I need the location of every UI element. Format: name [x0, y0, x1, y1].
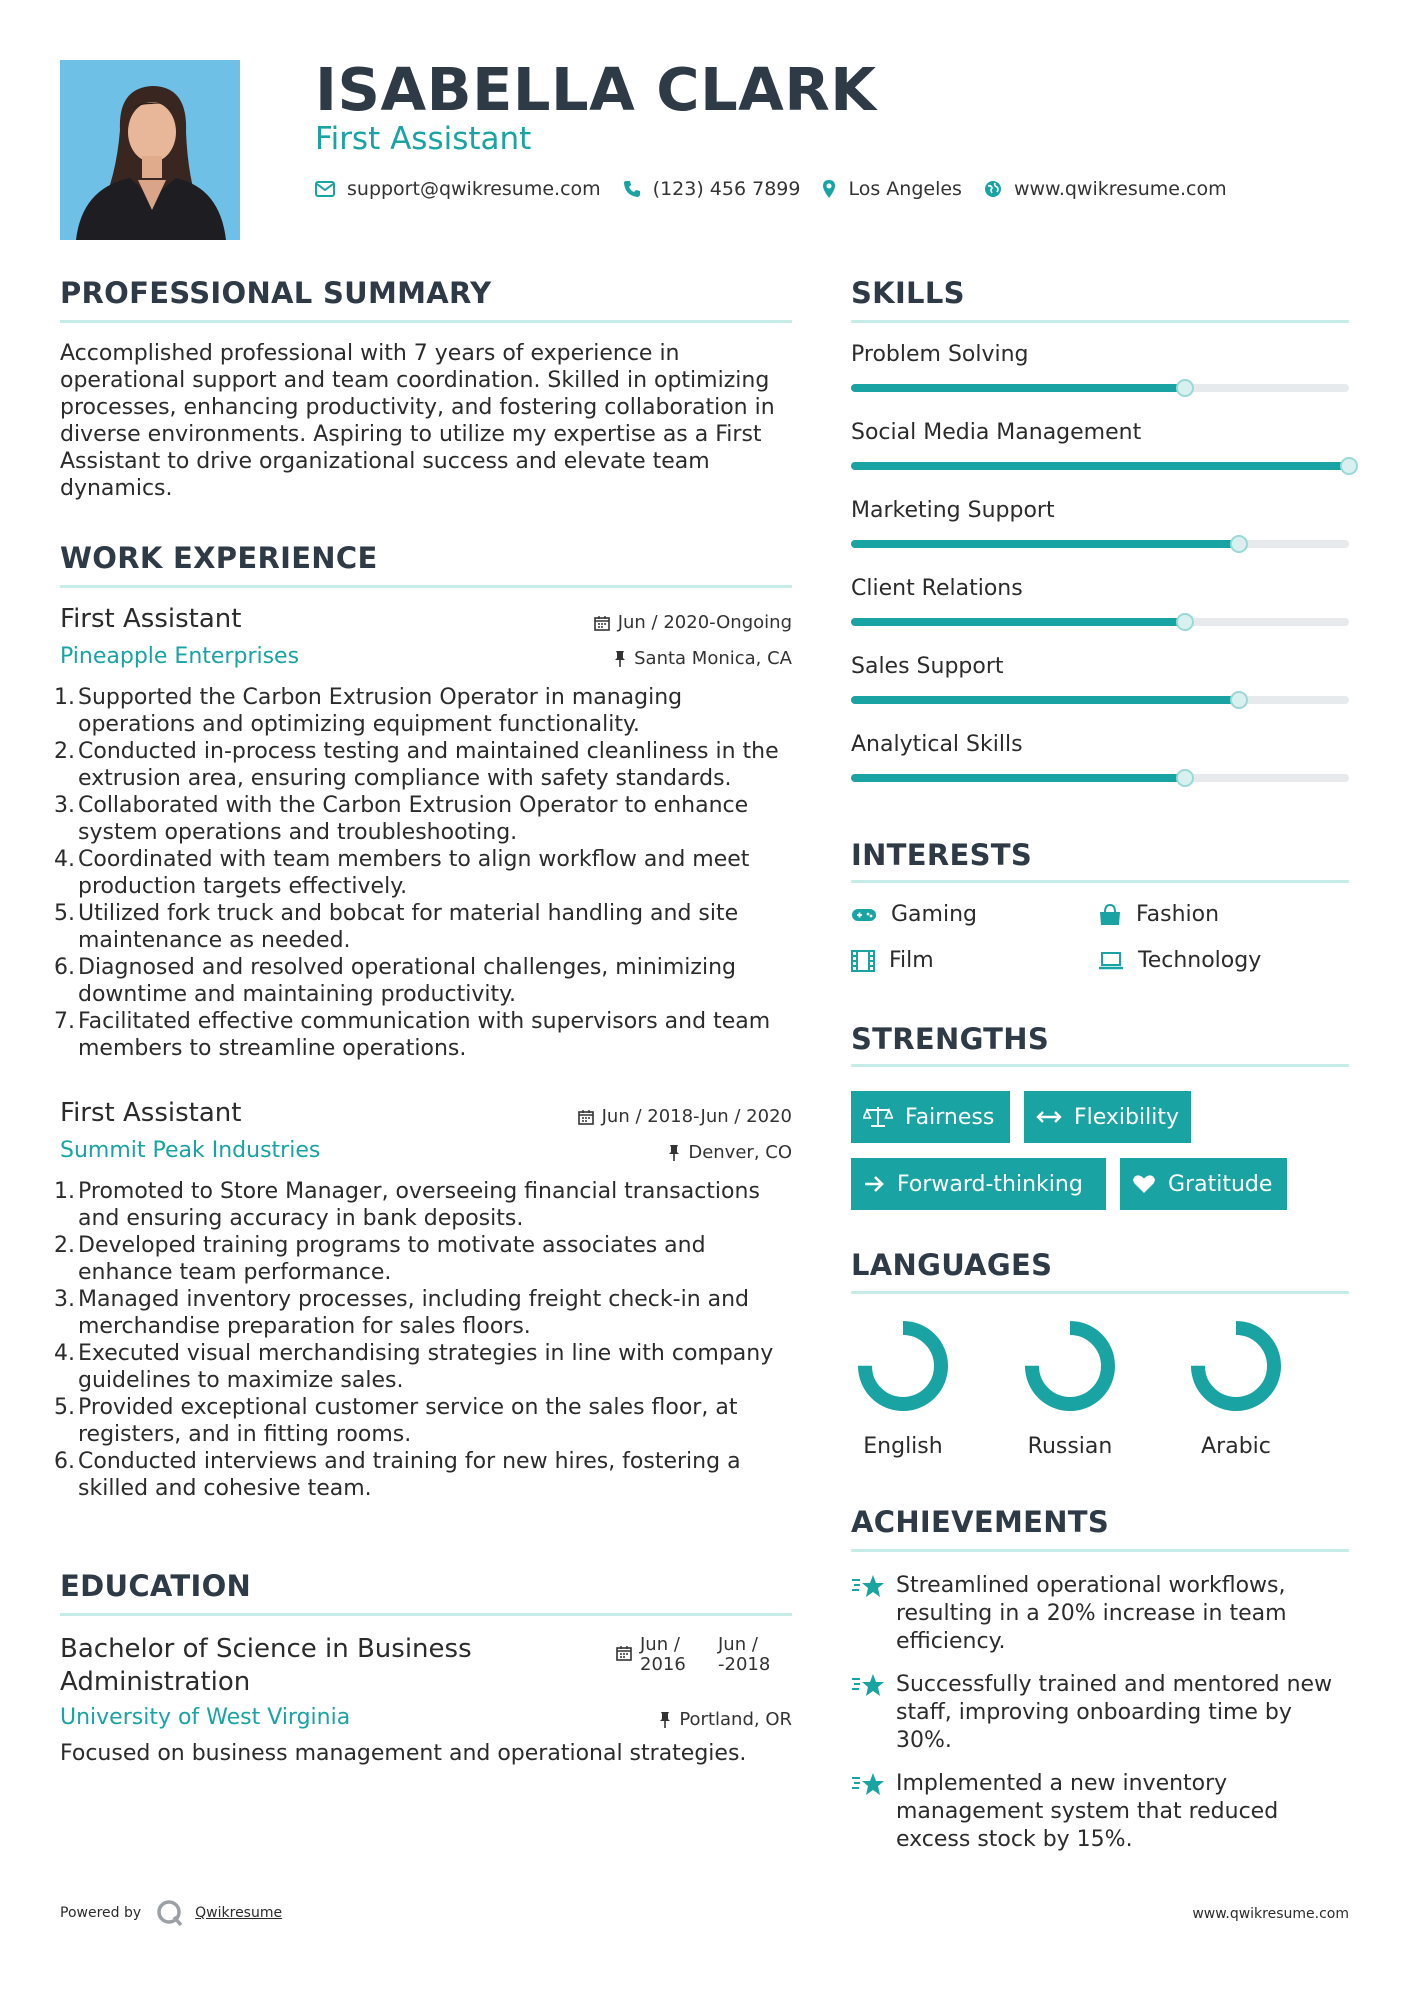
interest-label: Gaming — [891, 902, 977, 927]
email-text: support@qwikresume.com — [347, 178, 601, 200]
skills-heading: SKILLS — [851, 276, 965, 310]
envelope-icon — [315, 181, 335, 197]
experience-rule — [60, 585, 792, 588]
interest-technology — [1098, 948, 1261, 973]
skills-rule — [851, 320, 1349, 323]
skill-bar — [851, 462, 1349, 470]
interests-rule — [851, 880, 1349, 883]
list-item: 6. Conducted interviews and training for new hires, fostering a skilled and cohesive team. — [54, 1449, 741, 1501]
language-name: Russian — [1027, 1434, 1113, 1459]
location-text: Los Angeles — [848, 178, 962, 200]
list-item: 3. Managed inventory processes, including freight check-in and merchandise preparation for sales floors. — [54, 1287, 750, 1339]
shopping-bag-icon — [1098, 904, 1122, 926]
pin-icon — [659, 1711, 671, 1729]
strength-chip — [1024, 1091, 1191, 1143]
education-entry — [60, 1633, 792, 1783]
list-item: 4. Coordinated with team members to align workflow and meet production targets effectively. — [54, 847, 750, 899]
job-location-text: Santa Monica, CA — [634, 648, 792, 669]
language-item — [838, 1320, 968, 1459]
skill-fill — [851, 774, 1185, 782]
contact-bar — [315, 178, 1249, 200]
footer-website[interactable]: www.qwikresume.com — [1192, 1906, 1349, 1922]
skill-knob — [1340, 457, 1358, 475]
strength-chip — [851, 1158, 1106, 1210]
map-marker-icon — [822, 179, 836, 199]
website-text: www.qwikresume.com — [1013, 178, 1227, 200]
languages-rule — [851, 1291, 1349, 1294]
film-icon — [851, 950, 875, 972]
skill-item — [851, 654, 1349, 679]
education-heading: EDUCATION — [60, 1569, 252, 1603]
skill-item — [851, 576, 1349, 601]
education-start: Jun / 2016 — [640, 1634, 686, 1675]
interest-film — [851, 948, 934, 973]
qwikresume-link[interactable]: Qwikresume — [195, 1905, 283, 1921]
language-ring — [1024, 1320, 1116, 1412]
language-item — [1005, 1320, 1135, 1459]
strength-chip — [851, 1091, 1010, 1143]
list-item: 5. Provided exceptional customer service on the sales floor, at registers, and in fitting rooms. — [54, 1395, 738, 1447]
education-rule — [60, 1613, 792, 1616]
skill-item — [851, 342, 1349, 367]
job-role: First Assistant — [60, 604, 242, 634]
education-end: Jun / -2018 — [718, 1634, 771, 1675]
interest-label: Fashion — [1136, 902, 1220, 927]
skill-fill — [851, 618, 1185, 626]
education-description: Focused on business management and operational strategies. — [60, 1741, 747, 1766]
qwikresume-logo-icon — [155, 1898, 185, 1928]
list-item: 4. Executed visual merchandising strategies in line with company guidelines to maximize sales. — [54, 1341, 774, 1393]
education-location: Portland, OR — [659, 1709, 792, 1730]
achievement-item — [851, 1671, 1349, 1755]
degree-title: Bachelor of Science in Business Administration — [60, 1634, 472, 1697]
skill-name: Problem Solving — [851, 342, 1029, 367]
skill-bar — [851, 384, 1349, 392]
summary-text: Accomplished professional with 7 years of experience in operational support and team coordination. Skilled in optimizing processes, enhancing productivity, and fostering collaboration in diverse environments. Aspiring to utilize my expertise as a First Assistant to drive organizational success and elevate team dynamics. — [60, 341, 775, 501]
achievement-text: Implemented a new inventory management system that reduced excess stock by 15%. — [896, 1771, 1279, 1852]
achievement-text: Streamlined operational workflows, resulting in a 20% increase in team efficiency. — [896, 1573, 1287, 1654]
star-achievement-icon — [851, 1673, 885, 1699]
job-dates-text: Jun / 2018-Jun / 2020 — [601, 1106, 792, 1127]
summary-rule — [60, 320, 792, 323]
skill-item — [851, 732, 1349, 757]
list-item: 3. Collaborated with the Carbon Extrusion Operator to enhance system operations and troubleshooting. — [54, 793, 749, 845]
skill-item — [851, 498, 1349, 523]
contact-phone[interactable] — [623, 178, 801, 200]
skill-knob — [1176, 769, 1194, 787]
calendar-icon — [616, 1645, 632, 1661]
achievement-item — [851, 1770, 1349, 1854]
languages-heading: LANGUAGES — [851, 1248, 1053, 1282]
language-name: English — [863, 1434, 943, 1459]
interest-label: Technology — [1138, 948, 1262, 973]
skill-knob — [1230, 535, 1248, 553]
candidate-name: ISABELLA CLARK — [315, 55, 877, 124]
skill-name: Marketing Support — [851, 498, 1055, 523]
gamepad-icon — [851, 906, 877, 924]
skill-name: Social Media Management — [851, 420, 1142, 445]
language-name: Arabic — [1201, 1434, 1271, 1459]
heart-icon — [1132, 1174, 1156, 1194]
contact-website[interactable] — [984, 178, 1227, 200]
achievements-heading: ACHIEVEMENTS — [851, 1505, 1110, 1539]
candidate-title: First Assistant — [315, 121, 532, 157]
skill-bar — [851, 696, 1349, 704]
skill-knob — [1230, 691, 1248, 709]
powered-by-text: Powered by — [60, 1905, 142, 1921]
strengths-heading: STRENGTHS — [851, 1022, 1050, 1056]
skill-bar — [851, 618, 1349, 626]
education-dates — [616, 1635, 796, 1675]
star-achievement-icon — [851, 1574, 885, 1600]
skill-fill — [851, 540, 1239, 548]
strength-label: Flexibility — [1074, 1104, 1179, 1130]
job-location-text: Denver, CO — [688, 1142, 792, 1163]
list-item: 2. Developed training programs to motivate associates and enhance team performance. — [54, 1233, 706, 1285]
list-item: 1. Supported the Carbon Extrusion Operator in managing operations and optimizing equipment functionality. — [54, 685, 683, 737]
strength-label: Fairness — [905, 1104, 995, 1130]
strength-chip — [1120, 1158, 1287, 1210]
skill-fill — [851, 384, 1185, 392]
phone-icon — [623, 180, 641, 198]
profile-photo — [60, 60, 240, 240]
pin-icon — [668, 1144, 680, 1162]
list-item: 7. Facilitated effective communication with supervisors and team members to streamline operations. — [54, 1009, 771, 1061]
achievement-text: Successfully trained and mentored new staff, improving onboarding time by 30%. — [896, 1672, 1333, 1753]
job-dates — [594, 612, 792, 633]
job-dates — [578, 1106, 792, 1127]
job-entry — [54, 1098, 792, 1502]
laptop-icon — [1098, 952, 1124, 970]
skill-knob — [1176, 613, 1194, 631]
skill-bar — [851, 774, 1349, 782]
achievement-item — [851, 1572, 1349, 1656]
arrow-right-icon — [863, 1175, 885, 1193]
achievements-rule — [851, 1549, 1349, 1552]
calendar-icon — [578, 1109, 594, 1125]
globe-icon — [984, 180, 1002, 198]
footer-powered-by — [60, 1898, 282, 1928]
skill-knob — [1176, 379, 1194, 397]
job-company: Summit Peak Industries — [60, 1138, 321, 1163]
calendar-icon — [594, 615, 610, 631]
school-name: University of West Virginia — [60, 1705, 351, 1730]
skill-name: Sales Support — [851, 654, 1004, 679]
job-role: First Assistant — [60, 1098, 242, 1128]
job-location — [614, 648, 792, 669]
contact-location — [822, 178, 961, 200]
arrows-horizontal-icon — [1036, 1110, 1062, 1124]
experience-heading: WORK EXPERIENCE — [60, 541, 378, 575]
language-ring — [857, 1320, 949, 1412]
strength-label: Forward-thinking — [897, 1171, 1083, 1197]
interests-heading: INTERESTS — [851, 838, 1033, 872]
summary-heading: PROFESSIONAL SUMMARY — [60, 276, 492, 310]
interest-label: Film — [889, 948, 934, 973]
skill-name: Analytical Skills — [851, 732, 1023, 757]
list-item: 2. Conducted in-process testing and maintained cleanliness in the extrusion area, ensuring compliance with safety standards. — [54, 739, 779, 791]
job-company: Pineapple Enterprises — [60, 644, 300, 669]
skill-name: Client Relations — [851, 576, 1023, 601]
language-ring — [1190, 1320, 1282, 1412]
phone-text: (123) 456 7899 — [652, 178, 801, 200]
skill-item — [851, 420, 1349, 445]
job-duties — [54, 1178, 792, 1502]
job-dates-text: Jun / 2020-Ongoing — [617, 612, 792, 633]
list-item: 1. Promoted to Store Manager, overseeing financial transactions and ensuring accuracy in bank deposits. — [54, 1179, 760, 1231]
list-item: 5. Utilized fork truck and bobcat for material handling and site maintenance as needed. — [54, 901, 739, 953]
contact-email[interactable] — [315, 178, 601, 200]
skill-fill — [851, 696, 1239, 704]
balance-scale-icon — [863, 1106, 893, 1128]
language-item — [1171, 1320, 1301, 1459]
strengths-rule — [851, 1064, 1349, 1067]
job-duties — [54, 684, 792, 1062]
pin-icon — [614, 650, 626, 668]
job-location — [668, 1142, 792, 1163]
job-entry — [54, 604, 792, 1062]
strength-label: Gratitude — [1168, 1171, 1273, 1197]
interest-fashion — [1098, 902, 1219, 927]
skill-fill — [851, 462, 1349, 470]
star-achievement-icon — [851, 1772, 885, 1798]
list-item: 6. Diagnosed and resolved operational challenges, minimizing downtime and maintaining productivity. — [54, 955, 736, 1007]
skill-bar — [851, 540, 1349, 548]
interest-gaming — [851, 902, 977, 927]
